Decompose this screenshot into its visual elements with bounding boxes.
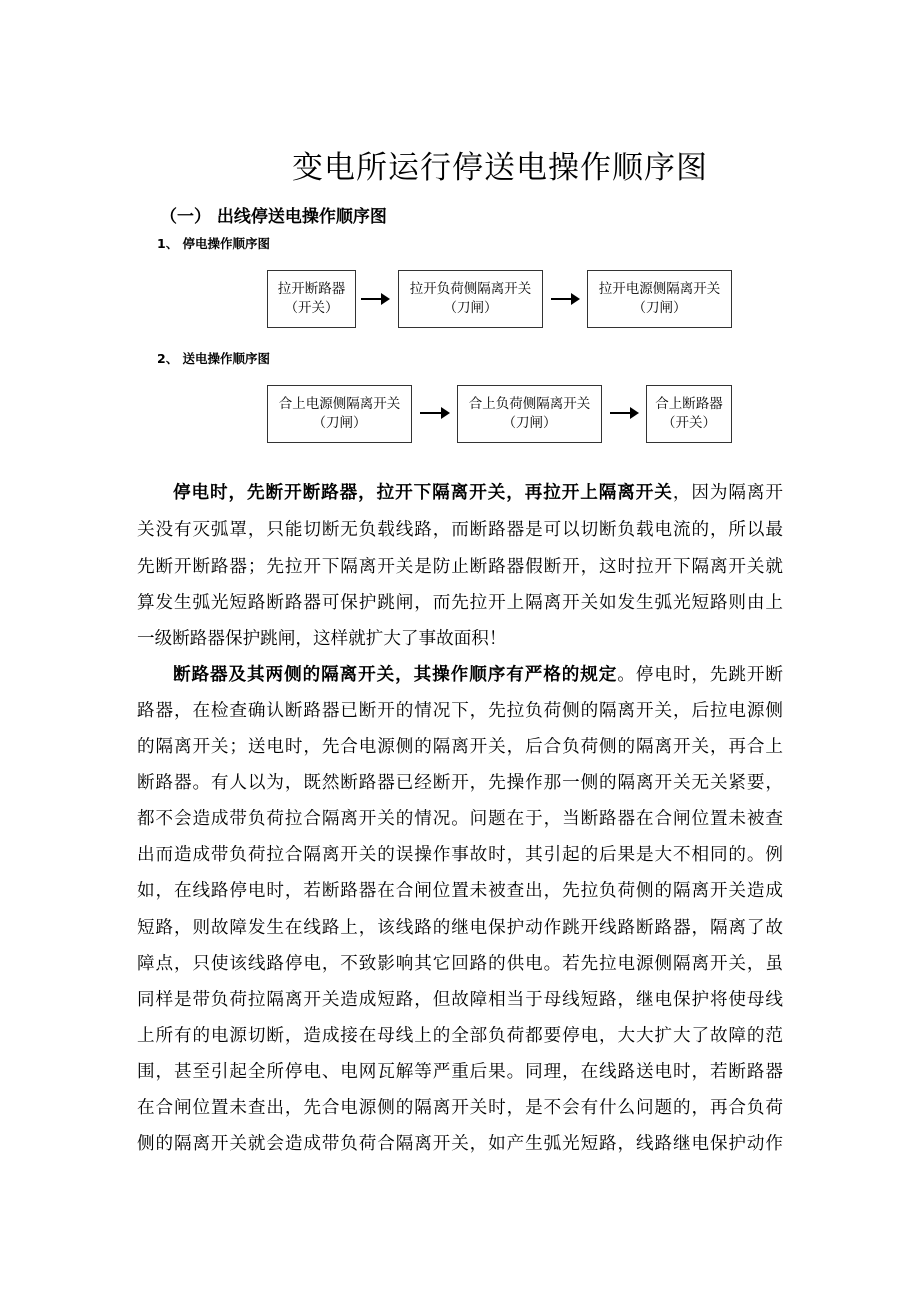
paragraph-line: 先断开断路器；先拉开下隔离开关是防止断路器假断开，这时拉开下隔离开关就 <box>137 557 783 577</box>
paragraph-line <box>173 664 783 686</box>
outage-step-1 <box>267 270 356 328</box>
paragraph-line: 都不会造成带负荷拉合隔离开关的情况。问题在于，当断路器在合闸位置未被查 <box>137 809 783 829</box>
paragraph-line: 断路器。有人以为，既然断路器已经断开，先操作那一侧的隔离开关无关紧要， <box>137 773 783 793</box>
restore-step-2 <box>457 385 602 443</box>
arrow-icon <box>420 412 448 414</box>
step-note: （开关） <box>662 415 716 431</box>
bold-lead: 断路器及其两侧的隔离开关，其操作顺序有严格的规定 <box>173 664 618 685</box>
paragraph-line: 出而造成带负荷拉合隔离开关的误操作事故时，其引起的后果是大不相同的。例 <box>137 845 783 865</box>
paragraph-line: 短路，则故障发生在线路上，该线路的继电保护动作跳开线路断路器，隔离了故 <box>137 918 783 938</box>
paragraph-line: 关没有灭弧罩，只能切断无负载线路，而断路器是可以切断负载电流的，所以最 <box>137 520 783 540</box>
arrow-icon <box>361 298 388 300</box>
text: 。停电时，先跳开断 <box>617 665 783 685</box>
step-note: （开关） <box>284 300 339 316</box>
paragraph-line <box>173 482 783 504</box>
step-label: 拉开负荷侧隔离开关 <box>409 281 532 297</box>
paragraph-line: 障点，只使该线路停电，不致影响其它回路的供电。若先拉电源侧隔离开关，虽 <box>137 954 783 974</box>
restore-step-3 <box>646 385 732 443</box>
paragraph-line: 一级断路器保护跳闸，这样就扩大了事故面积！ <box>137 629 507 649</box>
step-label: 拉开断路器 <box>277 281 346 297</box>
paragraph-line: 上所有的电源切断，造成接在母线上的全部负荷都要停电，大大扩大了故障的范 <box>137 1026 783 1046</box>
page-title: 变电所运行停送电操作顺序图 <box>292 150 708 186</box>
step-label: 合上电源侧隔离开关 <box>278 396 401 412</box>
step-note: （刀闸） <box>312 415 367 431</box>
arrow-icon <box>610 412 637 414</box>
bold-lead: 停电时，先断开断路器，拉开下隔离开关，再拉开上隔离开关 <box>173 482 673 503</box>
restore-heading: 2、 送电操作顺序图 <box>157 351 271 366</box>
section-heading: （一） 出线停送电操作顺序图 <box>160 207 387 227</box>
step-label: 拉开电源侧隔离开关 <box>598 281 721 297</box>
outage-heading: 1、 停电操作顺序图 <box>157 236 271 251</box>
arrow-icon <box>551 298 578 300</box>
step-note: （刀闸） <box>502 415 557 431</box>
text: ，因为隔离开 <box>672 483 783 503</box>
paragraph-line: 围，甚至引起全所停电、电网瓦解等严重后果。同理，在线路送电时，若断路器 <box>137 1062 783 1082</box>
step-note: （刀闸） <box>632 300 687 316</box>
paragraph-line: 侧的隔离开关就会造成带负荷合隔离开关，如产生弧光短路，线路继电保护动作 <box>137 1134 783 1154</box>
paragraph-line: 在合闸位置未查出，先合电源侧的隔离开关时，是不会有什么问题的，再合负荷 <box>137 1098 783 1118</box>
step-label: 合上断路器 <box>655 396 723 412</box>
step-note: （刀闸） <box>443 300 498 316</box>
paragraph-line: 的隔离开关；送电时，先合电源侧的隔离开关，后合负荷侧的隔离开关，再合上 <box>137 737 783 757</box>
paragraph-line: 路器，在检查确认断路器已断开的情况下，先拉负荷侧的隔离开关，后拉电源侧 <box>137 701 783 721</box>
paragraph-line: 算发生弧光短路断路器可保护跳闸，而先拉开上隔离开关如发生弧光短路则由上 <box>137 593 783 613</box>
restore-step-1 <box>267 385 412 443</box>
step-label: 合上负荷侧隔离开关 <box>468 396 591 412</box>
paragraph-line: 同样是带负荷拉隔离开关造成短路，但故障相当于母线短路，继电保护将使母线 <box>137 990 783 1010</box>
outage-step-2 <box>398 270 543 328</box>
paragraph-line: 如，在线路停电时，若断路器在合闸位置未被查出，先拉负荷侧的隔离开关造成 <box>137 881 783 901</box>
outage-step-3 <box>587 270 732 328</box>
